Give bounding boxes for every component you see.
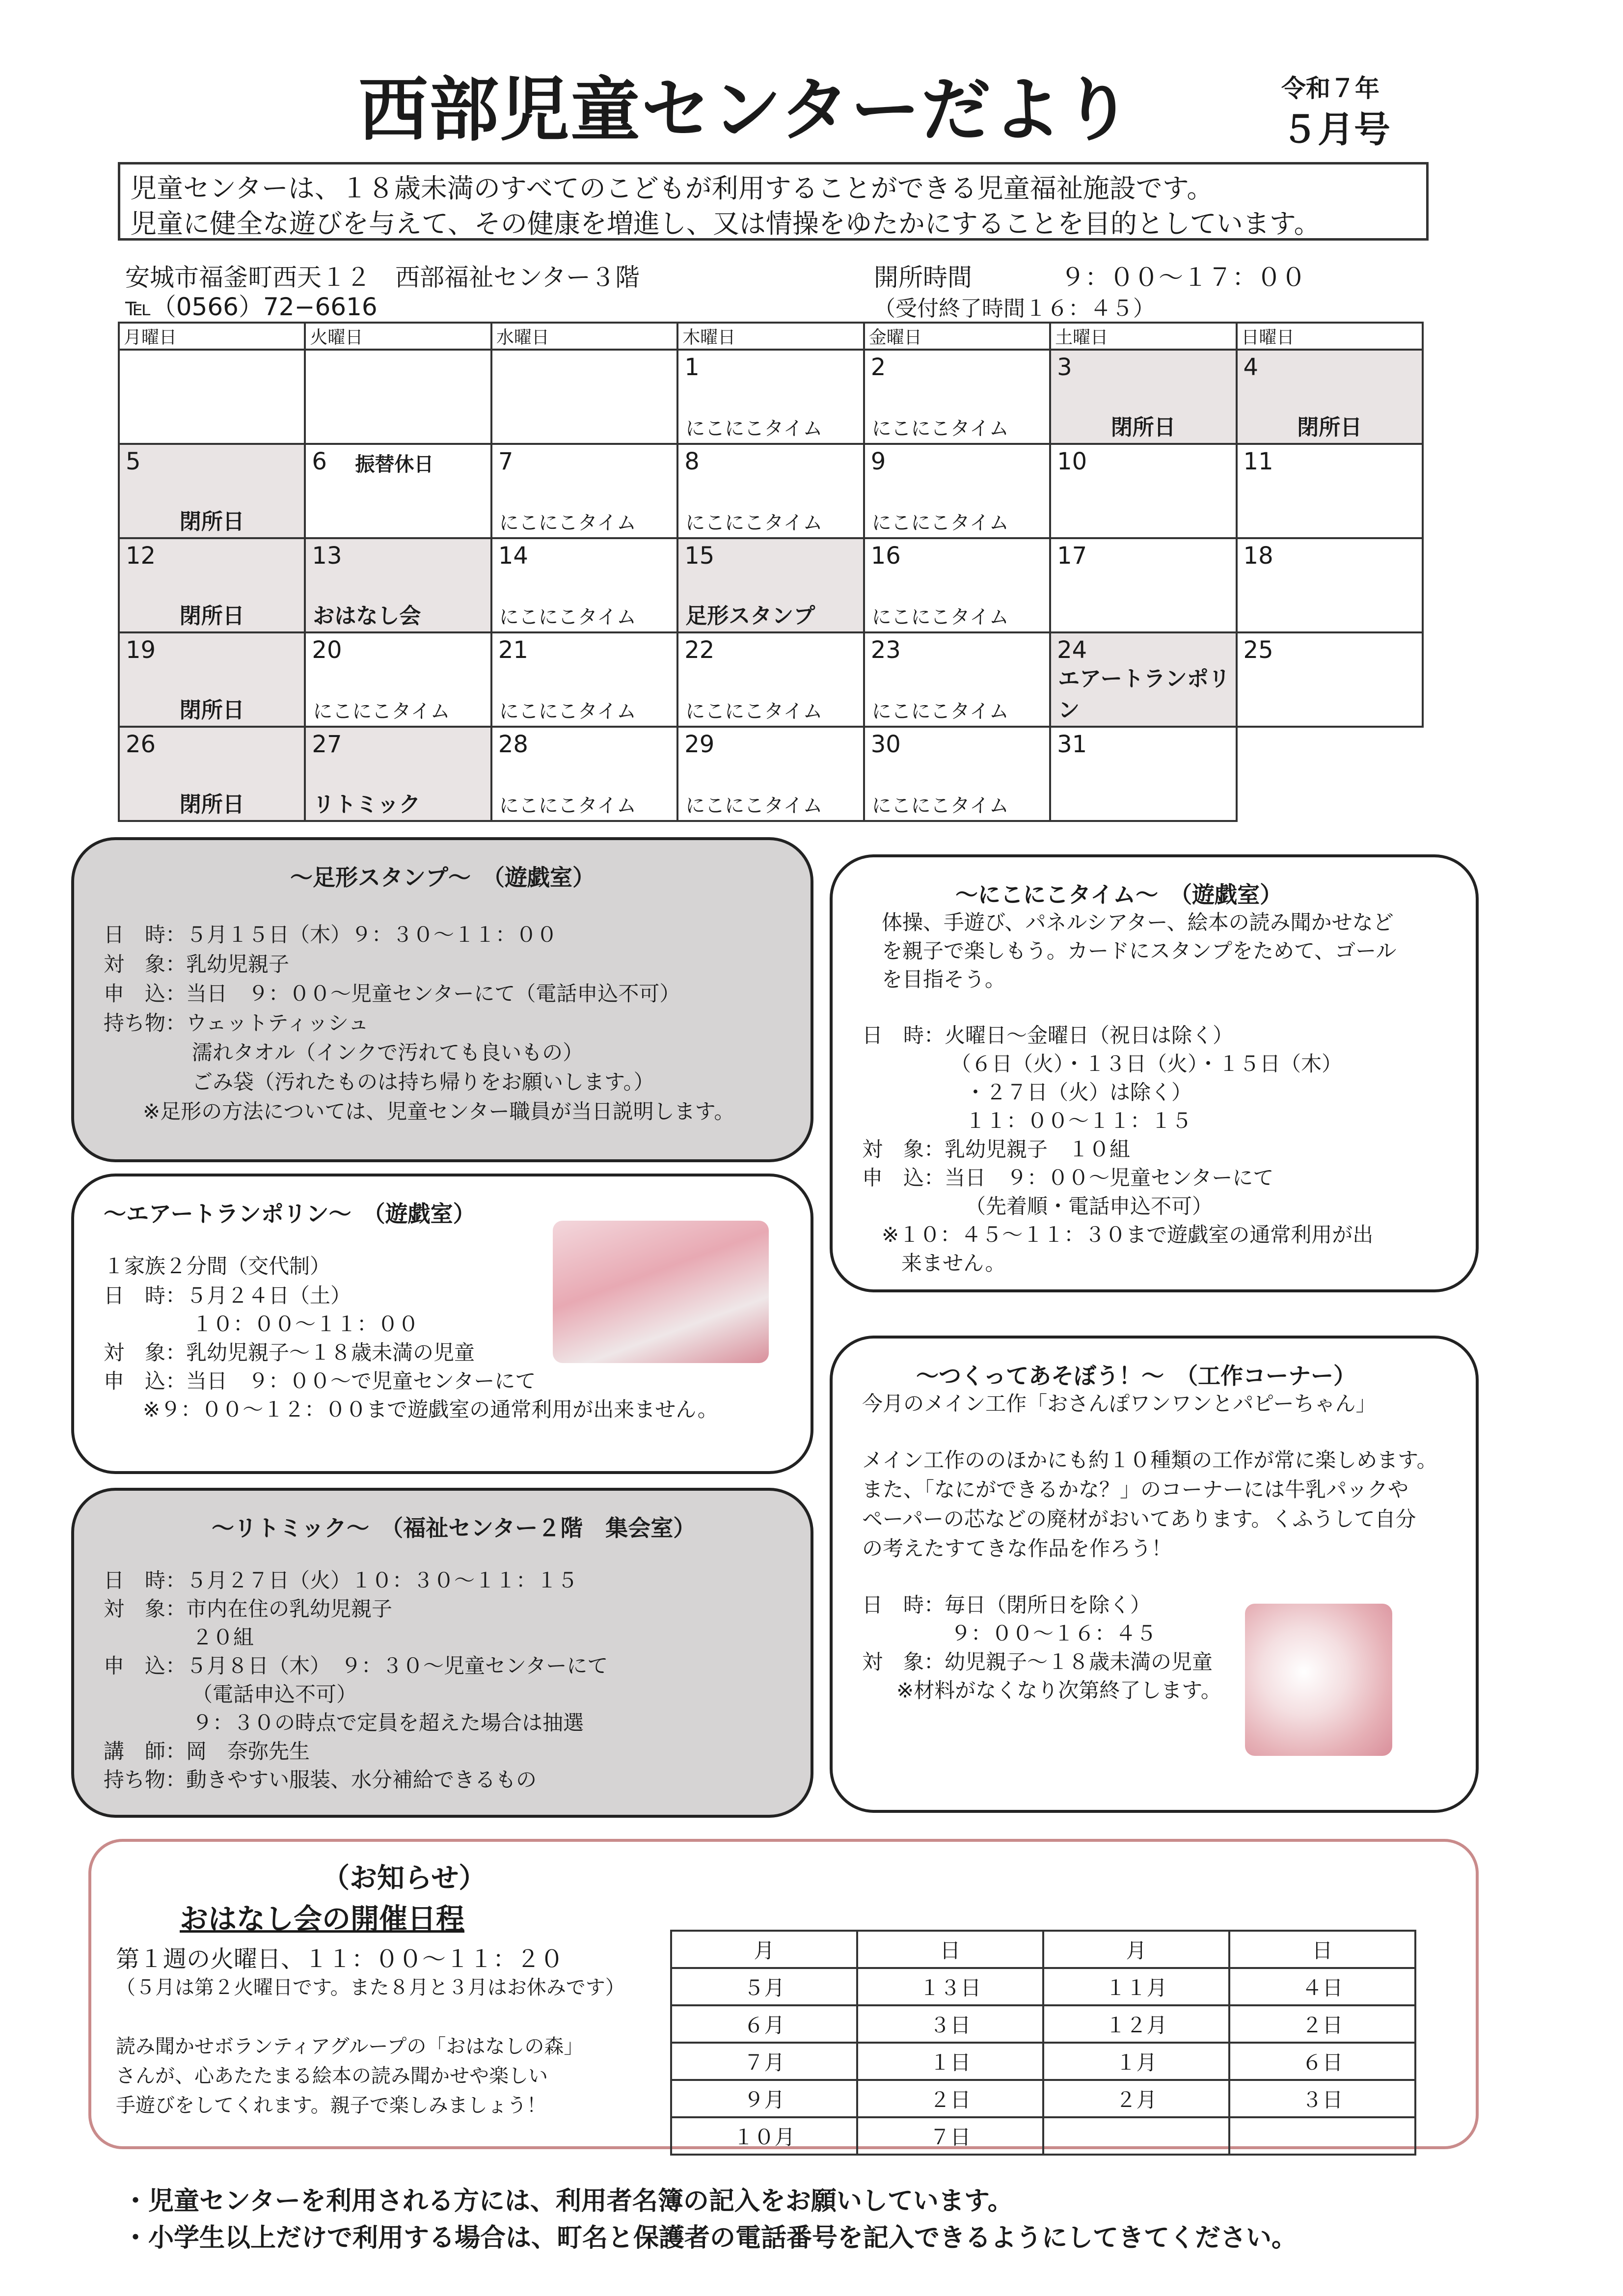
notice-heading: （お知らせ） (322, 1862, 487, 1894)
calendar-day (1237, 444, 1423, 538)
calendar-day (864, 444, 1050, 538)
calendar-day (491, 350, 677, 444)
schedule-cell: １２月 (1043, 2005, 1229, 2043)
craft-box (830, 1336, 1479, 1813)
trampoline-photo (553, 1221, 769, 1363)
calendar-day (864, 350, 1050, 444)
day-number: 10 (1057, 448, 1087, 475)
schedule-cell: １０月 (671, 2117, 857, 2155)
page-title: 西部児童センターだより (358, 70, 1134, 151)
schedule-cell: ２日 (857, 2080, 1043, 2117)
schedule-cell: ７月 (671, 2043, 857, 2080)
nikoniko-desc: を目指そう。 (882, 967, 1006, 991)
schedule-header: 日 (857, 1931, 1043, 1968)
day-number: 20 (312, 636, 342, 664)
rhythmic-box (71, 1488, 813, 1818)
calendar-day (677, 538, 864, 632)
day-event: 閉所日 (1297, 415, 1362, 440)
weekday-header: 火曜日 (305, 323, 491, 350)
calendar-day (864, 727, 1050, 821)
air-trampoline-box (71, 1174, 813, 1474)
schedule-cell: １日 (857, 2043, 1043, 2080)
calendar-day (864, 538, 1050, 632)
craft-line: また、「なにができるかな？」のコーナーには牛乳パックや (862, 1477, 1409, 1502)
day-event: にこにこタイム (499, 512, 637, 534)
craft-photo (1245, 1604, 1392, 1756)
nikoniko-desc: を親子で楽しもう。カードにスタンプをためて、ゴール (882, 939, 1397, 963)
calendar-day (305, 444, 491, 538)
craft-line: 日 時：毎日（閉所日を除く） (862, 1593, 1151, 1617)
air-line: １０：００〜１１：００ (192, 1312, 419, 1336)
era-label: 令和７年 (1281, 74, 1380, 103)
schedule-cell: ６日 (1229, 2043, 1415, 2080)
nikoniko-line: 申 込：当日 ９：００〜児童センターにて (862, 1166, 1274, 1190)
rhythmic-line: ９：３０の時点で定員を超えた場合は抽選 (192, 1711, 584, 1735)
ashigata-line: 濡れタオル（インクで汚れても良いもの） (192, 1040, 584, 1065)
day-number: 2 (870, 354, 886, 381)
air-line: 対 象：乳幼児親子〜１８歳未満の児童 (104, 1340, 475, 1365)
day-number: 11 (1243, 448, 1273, 475)
calendar-day (491, 538, 677, 632)
intro-line-1: 児童センターは、１８歳未満のすべてのこどもが利用することができる児童福祉施設です。 (130, 173, 1214, 204)
storytime-schedule-table (670, 1930, 1416, 2156)
nikoniko-line: １１：００〜１１：１５ (965, 1109, 1192, 1133)
craft-line: ９：００〜１６：４５ (950, 1621, 1157, 1645)
craft-line: の考えたすてきな作品を作ろう！ (862, 1536, 1172, 1560)
intro-box (118, 162, 1429, 241)
craft-line: ペーパーの芯などの廃材がおいてあります。くふうして自分 (862, 1507, 1416, 1531)
day-number: 15 (684, 542, 715, 570)
air-line: ※９：００〜１２：００まで遊戯室の通常利用が出来ません。 (143, 1397, 718, 1421)
calendar-day (1050, 538, 1236, 632)
day-event: 閉所日 (179, 698, 244, 723)
ashigata-line: ※足形の方法については、児童センター職員が当日説明します。 (143, 1099, 735, 1123)
nikoniko-line: ※１０：４５〜１１：３０まで遊戯室の通常利用が出 (882, 1223, 1374, 1247)
day-number: 9 (870, 448, 886, 475)
schedule-cell: ５月 (671, 1968, 857, 2005)
craft-line: 対 象：幼児親子〜１８歳未満の児童 (862, 1650, 1213, 1674)
nikoniko-box (830, 854, 1479, 1292)
hours-label: 開所時間 (874, 263, 972, 292)
day-number: 14 (498, 542, 528, 570)
schedule-header: 月 (671, 1931, 857, 1968)
calendar-day (119, 444, 305, 538)
day-number: 18 (1243, 542, 1273, 570)
day-number: 24 (1057, 636, 1087, 664)
craft-line: メイン工作ののほかにも約１０種類の工作が常に楽しめます。 (862, 1448, 1437, 1472)
day-event: エアートランポリン (1058, 666, 1230, 723)
rhythmic-line: （電話申込不可） (192, 1682, 357, 1706)
nikoniko-title: 〜にこにこタイム〜 （遊戯室） (955, 881, 1283, 908)
schedule-header: 月 (1043, 1931, 1229, 1968)
calendar-day (491, 632, 677, 727)
day-number: 17 (1057, 542, 1087, 570)
notice-line: 読み聞かせボランティアグループの「おはなしの森」 (116, 2035, 584, 2058)
rhythmic-line: 講 師：岡 奈弥先生 (104, 1739, 310, 1763)
day-event: にこにこタイム (871, 606, 1009, 629)
ashigata-line: 対 象：乳幼児親子 (104, 952, 290, 976)
schedule-cell: ４日 (1229, 1968, 1415, 2005)
day-event: 足形スタンプ (685, 603, 815, 629)
ashigata-line: ごみ袋（汚れたものは持ち帰りをお願いします。） (192, 1070, 654, 1094)
day-number: 5 (126, 448, 141, 475)
calendar-day (119, 632, 305, 727)
nikoniko-line: （６日（火）・１３日（火）・１５日（木） (950, 1052, 1343, 1076)
craft-line: ※材料がなくなり次第終了します。 (896, 1678, 1221, 1702)
calendar-day (1050, 444, 1236, 538)
day-event: にこにこタイム (871, 417, 1009, 440)
notice-line: さんが、心あたたまる絵本の読み聞かせや楽しい (116, 2065, 548, 2087)
calendar-day (864, 632, 1050, 727)
nikoniko-line: 日 時：火曜日〜金曜日（祝日は除く） (862, 1023, 1234, 1047)
calendar-day (119, 727, 305, 821)
rhythmic-title: 〜リトミック〜 （福祉センター２階 集会室） (212, 1515, 696, 1541)
day-number: 1 (684, 354, 700, 381)
weekday-header: 水曜日 (491, 323, 677, 350)
craft-title: 〜つくってあそぼう！〜 （工作コーナー） (916, 1363, 1356, 1389)
day-number: 16 (870, 542, 901, 570)
schedule-cell: ９月 (671, 2080, 857, 2117)
calendar-day (305, 727, 491, 821)
hours: ９：００〜１７：００ (1060, 263, 1306, 292)
day-number: 7 (498, 448, 514, 475)
schedule-cell: １１月 (1043, 1968, 1229, 2005)
reception-time: （受付終了時間１６：４５） (874, 296, 1155, 321)
calendar-day (305, 632, 491, 727)
ashigata-line: 持ち物：ウェットティッシュ (104, 1011, 369, 1035)
day-number: 29 (684, 731, 715, 758)
calendar-day (305, 538, 491, 632)
day-event: にこにこタイム (499, 700, 637, 723)
calendar-day (677, 350, 864, 444)
nikoniko-line: ・２７日（火）は除く） (965, 1080, 1192, 1104)
rhythmic-line: 日 時：５月２７日（火）１０：３０〜１１：１５ (104, 1568, 578, 1592)
calendar-day (119, 538, 305, 632)
day-number: 22 (684, 636, 715, 664)
day-event: 閉所日 (179, 509, 244, 534)
day-event: にこにこタイム (871, 700, 1009, 723)
day-number: 25 (1243, 636, 1273, 664)
weekday-header: 金曜日 (864, 323, 1050, 350)
weekday-header: 土曜日 (1050, 323, 1236, 350)
day-event: リトミック (313, 792, 421, 817)
day-number: 4 (1243, 354, 1259, 381)
rhythmic-line: ２０組 (192, 1625, 254, 1649)
schedule-cell: １３日 (857, 1968, 1043, 2005)
day-event: にこにこタイム (685, 417, 823, 440)
day-event: 閉所日 (179, 792, 244, 817)
air-line: 申 込：当日 ９：００〜で児童センターにて (104, 1369, 536, 1393)
day-number: 31 (1057, 731, 1087, 758)
schedule-cell: ７日 (857, 2117, 1043, 2155)
rhythmic-line: 持ち物：動きやすい服装、水分補給できるもの (104, 1768, 537, 1792)
air-line: 日 時：５月２４日（土） (104, 1284, 352, 1308)
weekday-header: 月曜日 (119, 323, 305, 350)
nikoniko-line: 来ません。 (901, 1251, 1006, 1275)
day-event: にこにこタイム (685, 794, 823, 817)
calendar (118, 322, 1424, 822)
schedule-header: 日 (1229, 1931, 1415, 1968)
day-number: 6 (312, 448, 327, 475)
day-event: にこにこタイム (871, 512, 1009, 534)
nikoniko-line: 対 象：乳幼児親子 １０組 (862, 1137, 1131, 1161)
air-line: １家族２分間（交代制） (104, 1254, 331, 1278)
schedule-cell: ３日 (1229, 2080, 1415, 2117)
notice-title: おはなし会の開催日程 (180, 1902, 465, 1936)
day-event: にこにこタイム (685, 512, 823, 534)
calendar-day (1237, 538, 1423, 632)
air-trampoline-title: 〜エアートランポリン〜 （遊戯室） (104, 1201, 476, 1227)
day-number: 30 (870, 731, 901, 758)
calendar-day (1237, 632, 1423, 727)
calendar-day (305, 350, 491, 444)
ashigata-line: 日 時：５月１５日（木）９：３０〜１１：００ (104, 923, 558, 947)
day-number: 12 (126, 542, 156, 570)
schedule-cell: ２月 (1043, 2080, 1229, 2117)
day-event: にこにこタイム (685, 700, 823, 723)
calendar-day (1237, 350, 1423, 444)
rhythmic-line: 対 象：市内在住の乳幼児親子 (104, 1597, 393, 1621)
issue-label: ５月号 (1281, 109, 1390, 151)
day-event: 閉所日 (179, 603, 244, 629)
calendar-day (491, 444, 677, 538)
calendar-day (1237, 727, 1423, 821)
calendar-day (1050, 632, 1236, 727)
ashigata-title: 〜足形スタンプ〜 （遊戯室） (290, 864, 595, 891)
calendar-day (491, 727, 677, 821)
day-event: にこにこタイム (871, 794, 1009, 817)
day-number: 26 (126, 731, 156, 758)
day-number: 3 (1057, 354, 1072, 381)
schedule-cell: ６月 (671, 2005, 857, 2043)
calendar-day (119, 350, 305, 444)
day-number: 13 (312, 542, 342, 570)
day-event: にこにこタイム (499, 606, 637, 629)
schedule-cell (1229, 2117, 1415, 2155)
intro-line-2: 児童に健全な遊びを与えて、その健康を増進し、又は情操をゆたかにすることを目的としています。 (130, 208, 1321, 239)
day-event: おはなし会 (313, 603, 421, 629)
schedule-cell: １月 (1043, 2043, 1229, 2080)
calendar-day (677, 727, 864, 821)
address: 安城市福釜町西天１２ 西部福祉センター３階 (125, 263, 640, 292)
craft-line: 今月のメイン工作「おさんぽワンワンとパピーちゃん」 (862, 1392, 1377, 1416)
day-event: 閉所日 (1110, 415, 1176, 440)
weekday-header: 日曜日 (1237, 323, 1423, 350)
ashigata-box (71, 837, 813, 1162)
footer-line-1: ・児童センターを利用される方には、利用者名簿の記入をお願いしています。 (123, 2187, 1013, 2216)
ashigata-line: 申 込：当日 ９：００〜児童センターにて（電話申込不可） (104, 982, 680, 1006)
day-event: にこにこタイム (499, 794, 637, 817)
schedule-cell: ２日 (1229, 2005, 1415, 2043)
calendar-day (677, 632, 864, 727)
day-number: 27 (312, 731, 342, 758)
footer-line-2: ・小学生以上だけで利用する場合は、町名と保護者の電話番号を記入できるようにしてきてください。 (123, 2223, 1298, 2253)
nikoniko-desc: 体操、手遊び、パネルシアター、絵本の読み聞かせなど (882, 910, 1394, 934)
notice-line: 手遊びをしてくれます。親子で楽しみましょう！ (116, 2094, 546, 2117)
holiday-label: 振替休日 (355, 453, 434, 476)
rhythmic-line: 申 込：５月８日（木） ９：３０〜児童センターにて (104, 1654, 608, 1678)
day-number: 23 (870, 636, 901, 664)
day-event: にこにこタイム (313, 700, 450, 723)
weekday-header: 木曜日 (677, 323, 864, 350)
nikoniko-line: （先着順・電話申込不可） (965, 1194, 1213, 1218)
phone: ℡（0566）72−6616 (125, 293, 378, 321)
day-number: 21 (498, 636, 528, 664)
notice-line: （５月は第２火曜日です。また８月と３月はお休みです） (116, 1976, 625, 1999)
calendar-day (677, 444, 864, 538)
day-number: 28 (498, 731, 528, 758)
calendar-day (1050, 727, 1236, 821)
calendar-day (1050, 350, 1236, 444)
schedule-cell (1043, 2117, 1229, 2155)
day-number: 19 (126, 636, 156, 664)
day-number: 8 (684, 448, 700, 475)
notice-line: 第１週の火曜日、１１：００〜１１：２０ (116, 1945, 564, 1973)
schedule-cell: ３日 (857, 2005, 1043, 2043)
